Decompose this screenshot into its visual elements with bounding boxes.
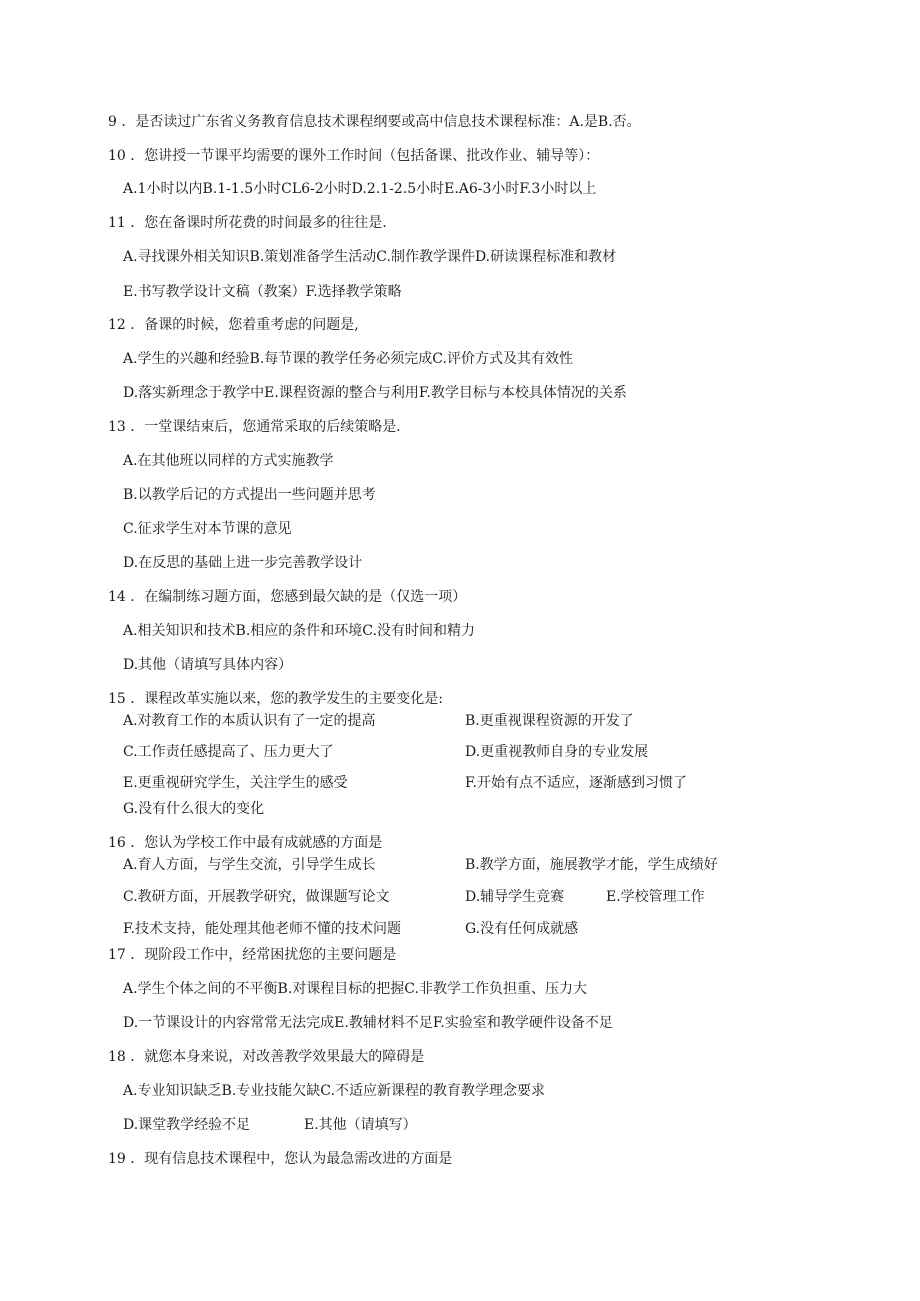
question-15-option-c: C.工作责任感提高了、压力更大了 (123, 744, 334, 760)
question-13-option-a: A.在其他班以同样的方式实施教学 (123, 453, 334, 469)
question-11-options-line-1: A.寻找课外相关知识B.策划准备学生活动C.制作教学课件D.研读课程标准和教材 (123, 249, 617, 265)
question-9: 9 ．是否读过广东省义务教育信息技术课程纲要或高中信息技术课程标准：A.是B.否。 (108, 114, 641, 130)
question-15-option-e: E.更重视研究学生，关注学生的感受 (123, 775, 348, 791)
question-12-options-line-2: D.落实新理念于教学中E.课程资源的整合与利用F.教学目标与本校具体情况的关系 (123, 385, 627, 401)
question-12-options-line-1: A.学生的兴趣和经验B.每节课的教学任务必须完成C.评价方式及其有效性 (123, 351, 573, 367)
question-13-option-b: B.以教学后记的方式提出一些问题并思考 (123, 487, 376, 503)
question-12: 12 ．备课的时候，您着重考虑的问题是, (108, 317, 359, 333)
question-16-option-g: G.没有任何成就感 (465, 921, 579, 937)
question-15-option-b: B.更重视课程资源的开发了 (465, 713, 634, 729)
question-15-option-d: D.更重视教师自身的专业发展 (465, 744, 649, 760)
question-10: 10 ．您讲授一节课平均需要的课外工作时间（包括备课、批改作业、辅导等）： (108, 148, 600, 164)
question-16-option-a: A.育人方面，与学生交流，引导学生成长 (123, 857, 376, 873)
question-15: 15 ．课程改革实施以来，您的教学发生的主要变化是: (108, 691, 443, 707)
question-15-option-a: A.对教育工作的本质认识有了一定的提高 (123, 713, 376, 729)
question-10-options: A.1小时以内B.1-1.5小时CL6-2小时D.2.1-2.5小时E.A6-3小时F.3小时以上 (123, 181, 597, 197)
question-16-option-e: E.学校管理工作 (606, 889, 705, 905)
question-14-options-line-1: A.相关知识和技术B.相应的条件和环境C.没有时间和精力 (123, 623, 475, 639)
question-13-option-c: C.征求学生对本节课的意见 (123, 521, 292, 537)
question-14-options-line-2: D.其他（请填写具体内容） (123, 657, 293, 673)
question-14: 14 ．在编制练习题方面，您感到最欠缺的是（仅选一项） (108, 589, 467, 605)
question-13: 13 ．一堂课结束后，您通常采取的后续策略是. (108, 419, 401, 435)
question-15-option-g: G.没有什么很大的变化 (123, 801, 265, 817)
question-18: 18 ．就您本身来说，对改善教学效果最大的障碍是 (108, 1049, 425, 1065)
question-19: 19 ．现有信息技术课程中，您认为最急需改进的方面是 (108, 1151, 453, 1167)
question-16-option-b: B.教学方面，施展教学才能，学生成绩好 (465, 857, 718, 873)
question-18-options-line-1: A.专业知识缺乏B.专业技能欠缺C.不适应新课程的教育教学理念要求 (123, 1083, 545, 1099)
question-16: 16 ．您认为学校工作中最有成就感的方面是 (108, 835, 383, 851)
question-15-option-f: F.开始有点不适应，逐渐感到习惯了 (465, 775, 687, 791)
question-17-options-line-2: D.一节课设计的内容常常无法完成E.教辅材料不足F.实验室和教学硬件设备不足 (123, 1015, 613, 1031)
question-17-options-line-1: A.学生个体之间的不平衡B.对课程目标的把握C.非教学工作负担重、压力大 (123, 981, 587, 997)
question-16-option-d: D.辅导学生竞赛 (465, 889, 565, 905)
question-11-options-line-2: E.书写教学设计文稿（教案）F.选择教学策略 (123, 284, 402, 300)
question-16-option-c: C.教研方面，开展教学研究，做课题写论文 (123, 889, 390, 905)
question-18-option-d: D.课堂教学经验不足 (123, 1117, 251, 1133)
question-13-option-d: D.在反思的基础上进一步完善教学设计 (123, 555, 363, 571)
question-17: 17 ．现阶段工作中，经常困扰您的主要问题是 (108, 947, 397, 963)
question-18-option-e: E.其他（请填写） (304, 1117, 417, 1133)
question-11: 11 ．您在备课时所花费的时间最多的往往是. (108, 215, 387, 231)
question-16-option-f: F.技术支持，能处理其他老师不懂的技术问题 (123, 921, 401, 937)
